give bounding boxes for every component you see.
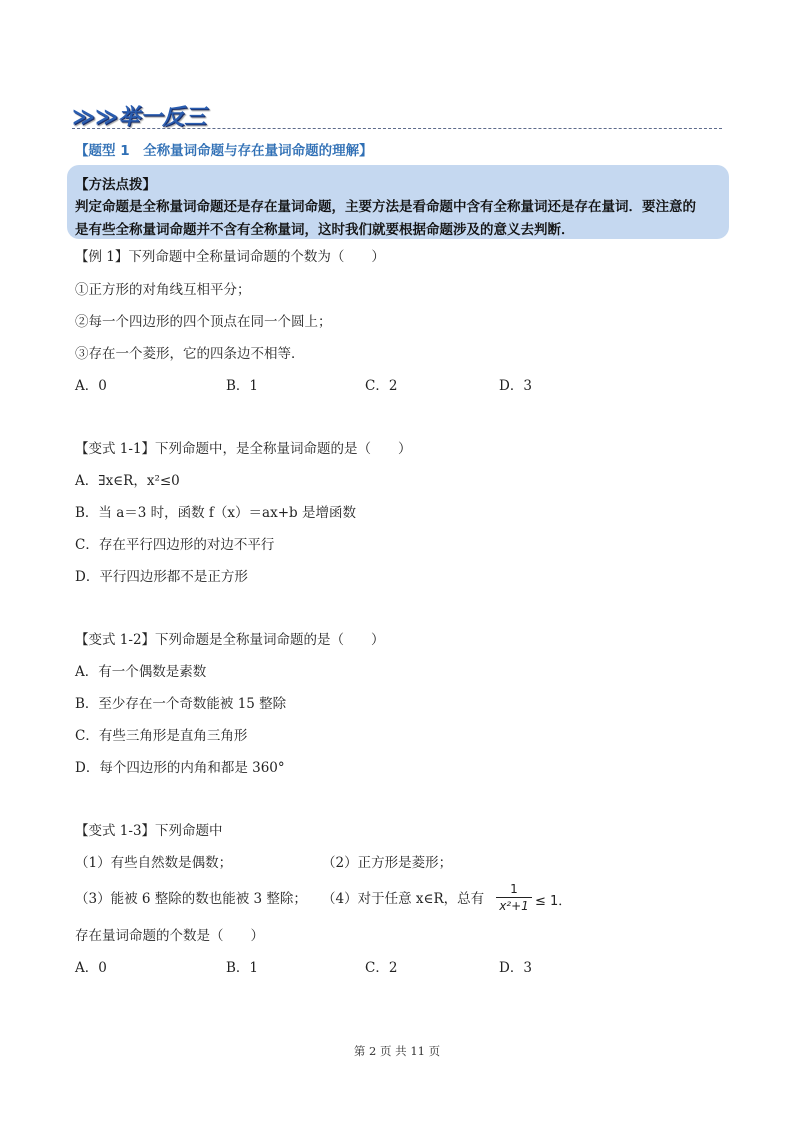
variant-1-3-item-1: （1）有些自然数是偶数； xyxy=(75,855,233,871)
example-1-item: ②每一个四边形的四个顶点在同一个圆上； xyxy=(75,314,332,330)
variant-1-3-option-d: D．3 xyxy=(499,960,532,976)
fraction-inequality: ≤ 1． xyxy=(535,894,572,909)
variant-1-3-question: 存在量词命题的个数是（ ） xyxy=(75,928,264,944)
example-1-option-c: C．2 xyxy=(365,378,398,394)
example-1-option-b: B．1 xyxy=(226,378,259,394)
method-tips-title: 【方法点拨】 xyxy=(75,177,156,193)
variant-1-1-option-b: B．当 a＝3 时，函数 f（x）＝ax+b 是增函数 xyxy=(75,505,356,521)
variant-1-2-option-d: D．每个四边形的内角和都是 360° xyxy=(75,760,285,776)
variant-1-3-option-a: A．0 xyxy=(75,960,107,976)
example-1-option-a: A．0 xyxy=(75,378,107,394)
example-1-item: ③存在一个菱形，它的四条边不相等． xyxy=(75,346,305,362)
variant-1-2-stem: 【变式 1-2】下列命题是全称量词命题的是（ ） xyxy=(75,632,385,648)
variant-1-1-stem: 【变式 1-1】下列命题中，是全称量词命题的是（ ） xyxy=(75,441,412,457)
variant-1-2-option-a: A．有一个偶数是素数 xyxy=(75,664,207,680)
variant-1-3-stem: 【变式 1-3】下列命题中 xyxy=(75,823,223,839)
variant-1-3-item-3: （3）能被 6 整除的数也能被 3 整除； xyxy=(75,891,307,907)
variant-1-3-item-2: （2）正方形是菱形； xyxy=(322,855,453,871)
fraction-expression xyxy=(496,882,532,913)
example-1-item: ①正方形的对角线互相平分； xyxy=(75,282,251,298)
variant-1-3-option-b: B．1 xyxy=(226,960,259,976)
variant-1-1-option-a: A．∃x∈R，x²≤0 xyxy=(75,473,180,489)
variant-1-2-option-c: C．有些三角形是直角三角形 xyxy=(75,728,248,744)
banner-divider xyxy=(72,128,722,129)
variant-1-1-option-d: D．平行四边形都不是正方形 xyxy=(75,569,248,585)
fraction-numerator: 1 xyxy=(496,882,532,898)
variant-1-3-item-4: （4）对于任意 x∈R，总有 xyxy=(322,891,485,907)
method-tips-line: 判定命题是全称量词命题还是存在量词命题，主要方法是看命题中含有全称量词还是存在量词．要注意的 xyxy=(75,199,696,215)
fraction-denominator: x²+1 xyxy=(499,899,529,913)
example-1-option-d: D．3 xyxy=(499,378,532,394)
section-banner xyxy=(72,98,222,132)
page-number: 第 2 页 共 11 页 xyxy=(353,1044,441,1058)
example-1-stem: 【例 1】下列命题中全称量词命题的个数为（ ） xyxy=(75,249,385,265)
variant-1-1-option-c: C．存在平行四边形的对边不平行 xyxy=(75,537,275,553)
question-type-title: 【题型 1 全称量词命题与存在量词命题的理解】 xyxy=(75,143,373,159)
method-tips-line: 是有些全称量词命题并不含有全称量词，这时我们就要根据命题涉及的意义去判断． xyxy=(75,222,575,238)
variant-1-3-option-c: C．2 xyxy=(365,960,398,976)
variant-1-2-option-b: B．至少存在一个奇数能被 15 整除 xyxy=(75,696,287,712)
banner-title: ≫≫举一反三 xyxy=(72,105,207,130)
